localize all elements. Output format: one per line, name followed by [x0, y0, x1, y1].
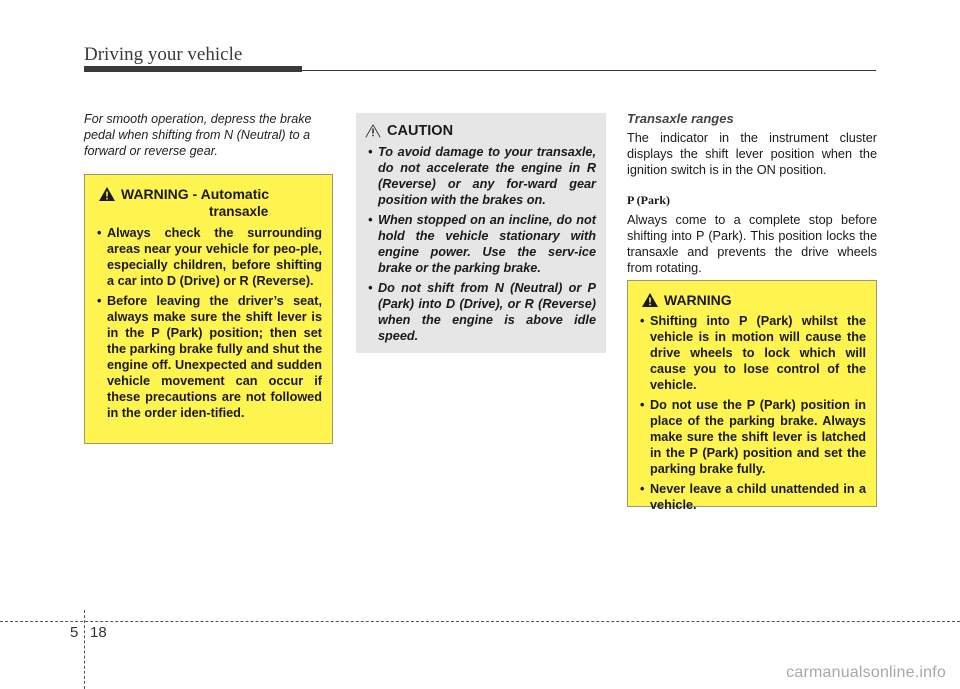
warning-title-line2: transaxle [209, 204, 269, 219]
list-item: • Never leave a child unattended in a vehicle. [640, 481, 866, 513]
warning-title: WARNING [664, 292, 732, 308]
warning-triangle-icon [99, 187, 115, 201]
warning-box-automatic-transaxle [84, 174, 333, 444]
park-paragraph: Always come to a complete stop before shifting into P (Park). This position locks the transaxle and prevents the drive wheels from rotating. [627, 213, 877, 275]
warning-box-title [628, 281, 876, 308]
warning-title-line1: WARNING - Automatic [121, 186, 270, 202]
header-rule [302, 70, 876, 71]
chapter-number: 5 [70, 624, 79, 641]
section-paragraph: The indicator in the instrument cluster displays the shift lever position when the ignition switch is in the ON position. [627, 131, 877, 177]
list-item: • Do not use the P (Park) position in place of the parking brake. Always make sure the shift lever is latched in the P (Park) position and set the parking brake fully. [640, 397, 866, 477]
caution-box-title [356, 113, 606, 139]
header-bar [84, 66, 302, 72]
intro-paragraph: For smooth operation, depress the brake pedal when shifting from N (Neutral) to a forward or reverse gear. [84, 112, 312, 158]
watermark: carmanualsonline.info [786, 664, 946, 681]
caution-list [356, 144, 606, 344]
list-item: • Shifting into P (Park) whilst the vehicle is in motion will cause the drive wheels to lock which will cause you to lose control of the vehicle. [640, 313, 866, 393]
warning-triangle-icon [642, 293, 658, 307]
list-item: • When stopped on an incline, do not hold the vehicle stationary with engine power. Use the serv-ice brake or the parking brake. [368, 212, 596, 276]
warning-list [85, 225, 332, 421]
list-item: • To avoid damage to your transaxle, do not accelerate the engine in R (Reverse) or any for-ward gear position with the brakes on. [368, 144, 596, 208]
warning-box-park [627, 280, 877, 512]
list-item: • Before leaving the driver’s seat, always make sure the shift lever is in the P (Park) position; then set the parking brake fully and shut the engine off. Unexpected and sudden vehicle movement can occur if these precautions are not followed in the order iden-tified. [97, 293, 322, 421]
warning-box-title [85, 175, 332, 220]
caution-triangle-icon [365, 124, 381, 138]
list-item: • Do not shift from N (Neutral) or P (Park) into D (Drive), or R (Reverse) when the engine is above idle speed. [368, 280, 596, 344]
transaxle-ranges-section [627, 111, 877, 276]
park-subheading: P (Park) [627, 193, 670, 207]
section-heading: Transaxle ranges [627, 111, 734, 126]
list-item: • Always check the surrounding areas near your vehicle for peo-ple, especially children, before shifting a car into D (Drive) or R (Reverse). [97, 225, 322, 289]
footer-divider [84, 610, 85, 689]
warning-list [628, 313, 876, 513]
footer-rule [0, 621, 960, 622]
page-header-title: Driving your vehicle [84, 44, 243, 65]
page-number: 18 [90, 624, 107, 641]
caution-box [356, 113, 606, 353]
caution-title: CAUTION [387, 123, 454, 139]
